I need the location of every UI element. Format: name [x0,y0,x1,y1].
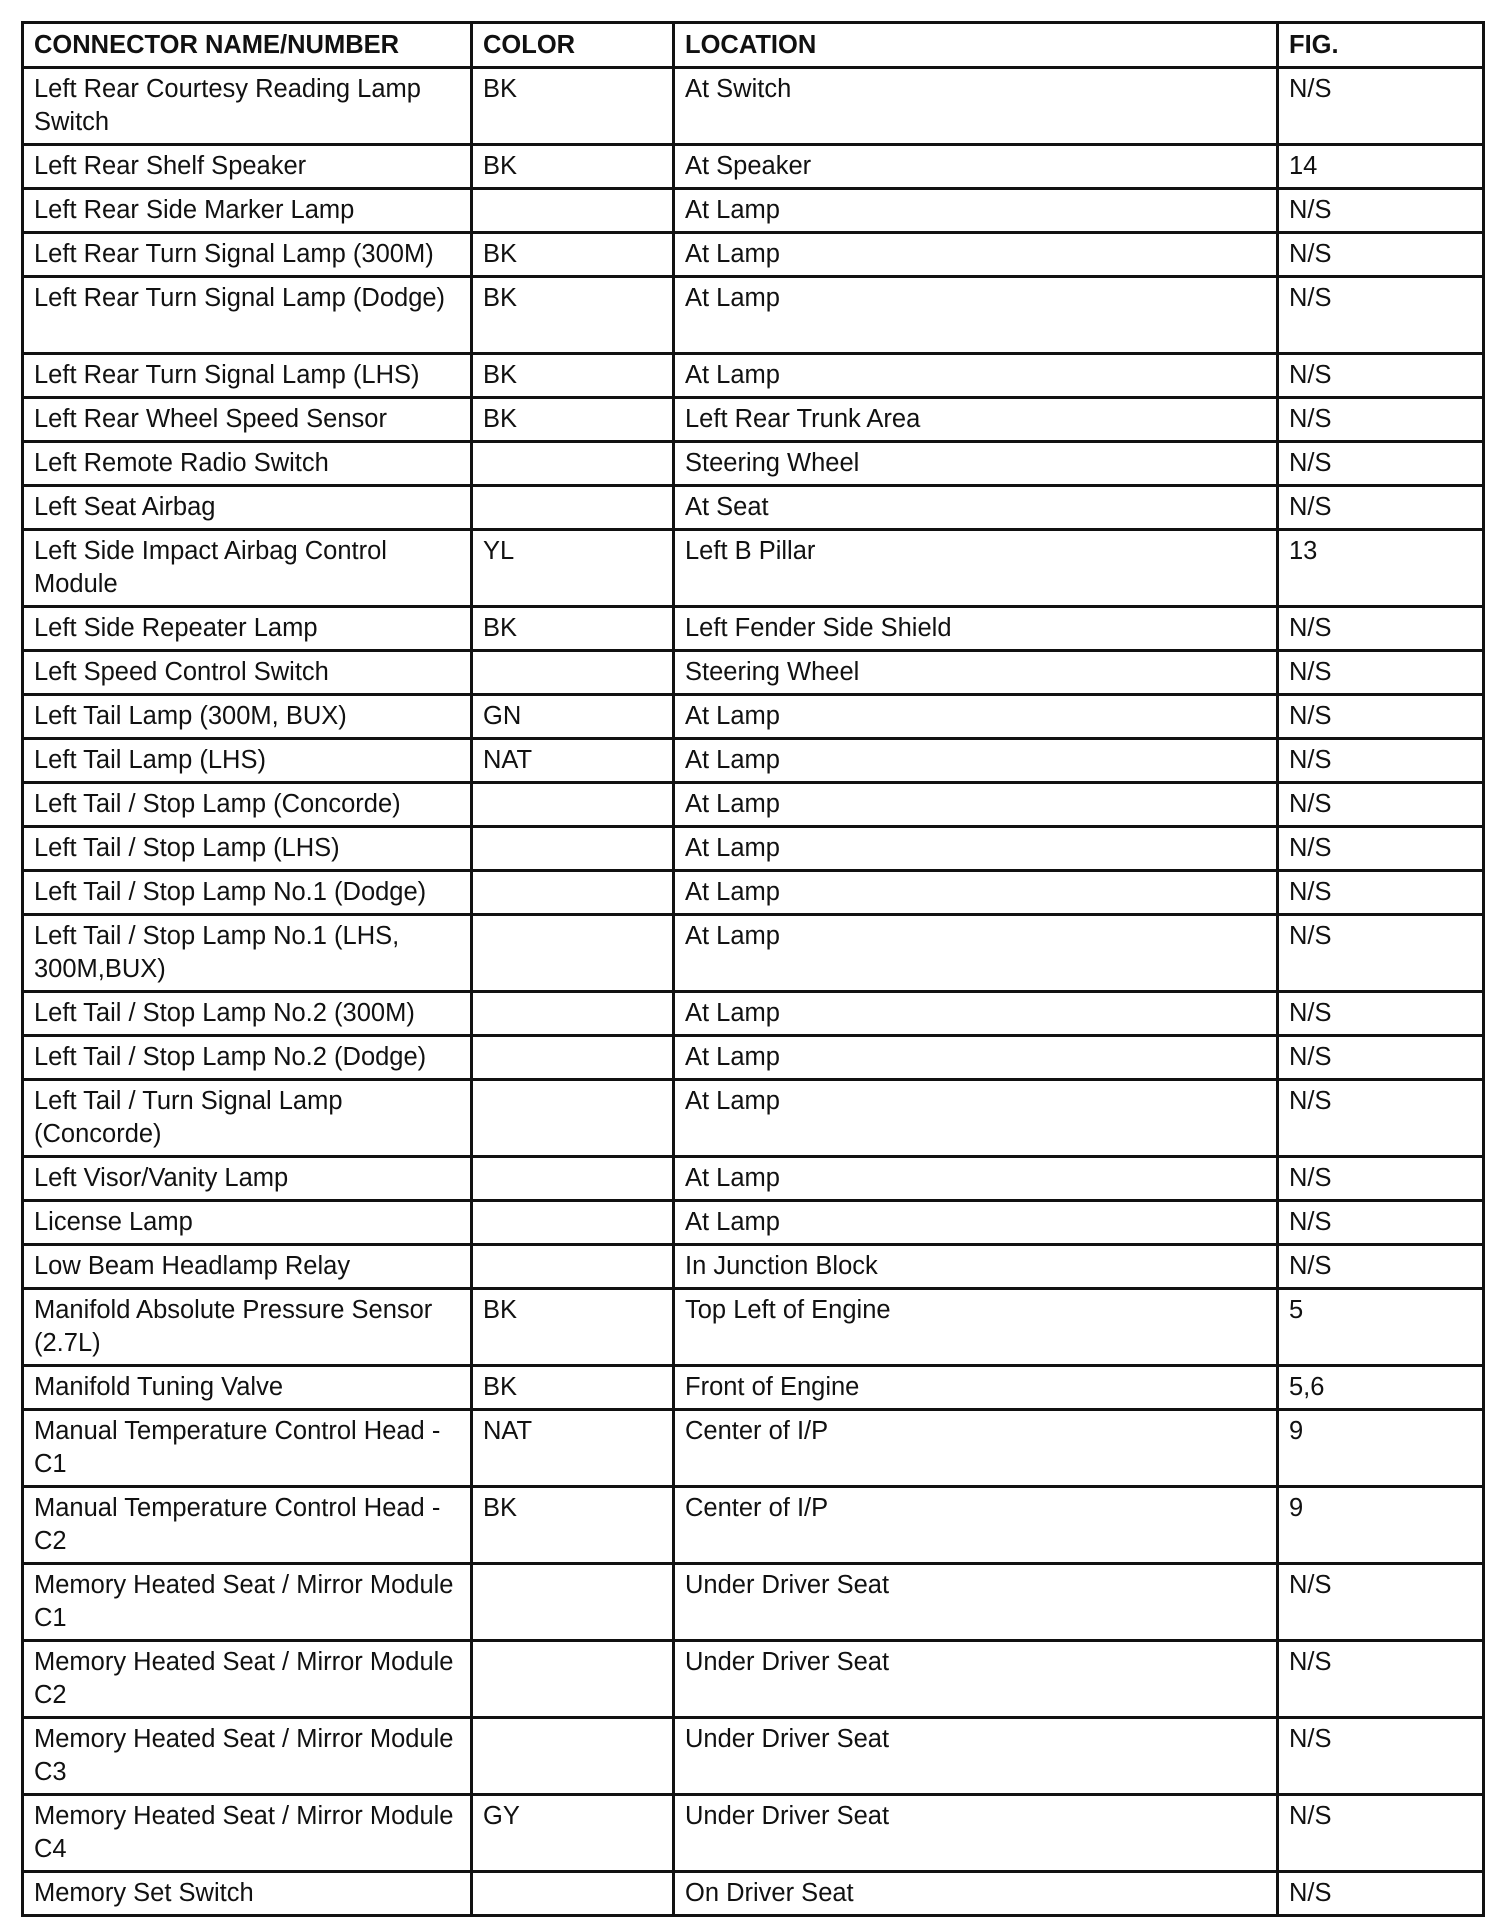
cell-fig: N/S [1278,1641,1484,1718]
cell-connector-name: Manifold Tuning Valve [23,1366,472,1410]
cell-connector-name: Left Tail Lamp (LHS) [23,739,472,783]
cell-connector-name: Left Tail / Stop Lamp No.1 (Dodge) [23,871,472,915]
cell-location: On Driver Seat [674,1872,1278,1916]
cell-fig: N/S [1278,992,1484,1036]
table-row [23,1036,1484,1080]
header-connector-name: CONNECTOR NAME/NUMBER [23,23,472,68]
cell-location: At Lamp [674,1157,1278,1201]
cell-location: At Lamp [674,695,1278,739]
cell-location: At Lamp [674,827,1278,871]
table-row [23,1366,1484,1410]
table-row [23,398,1484,442]
cell-fig: N/S [1278,68,1484,145]
cell-location: At Lamp [674,354,1278,398]
cell-connector-name: Left Side Impact Airbag Control Module [23,530,472,607]
cell-fig: N/S [1278,189,1484,233]
cell-location: Under Driver Seat [674,1795,1278,1872]
cell-connector-name: Left Tail / Stop Lamp (Concorde) [23,783,472,827]
cell-location: Left Fender Side Shield [674,607,1278,651]
table-row [23,68,1484,145]
cell-location: In Junction Block [674,1245,1278,1289]
cell-color [472,442,674,486]
cell-color: YL [472,530,674,607]
cell-location: At Lamp [674,1036,1278,1080]
table-row [23,871,1484,915]
table-row [23,783,1484,827]
cell-location: At Lamp [674,233,1278,277]
cell-location: At Lamp [674,992,1278,1036]
cell-fig: N/S [1278,783,1484,827]
cell-fig: N/S [1278,607,1484,651]
table-row [23,1201,1484,1245]
cell-fig: N/S [1278,398,1484,442]
cell-fig: N/S [1278,1564,1484,1641]
table-row [23,1718,1484,1795]
cell-connector-name: License Lamp [23,1201,472,1245]
cell-fig: N/S [1278,695,1484,739]
cell-location: Under Driver Seat [674,1564,1278,1641]
cell-connector-name: Left Rear Side Marker Lamp [23,189,472,233]
cell-connector-name: Manual Temperature Control Head - C2 [23,1487,472,1564]
cell-connector-name: Left Rear Wheel Speed Sensor [23,398,472,442]
cell-location: At Lamp [674,1080,1278,1157]
table-row [23,442,1484,486]
cell-connector-name: Left Remote Radio Switch [23,442,472,486]
cell-fig: N/S [1278,1157,1484,1201]
cell-color: NAT [472,739,674,783]
cell-connector-name: Left Tail / Turn Signal Lamp (Concorde) [23,1080,472,1157]
cell-location: At Lamp [674,189,1278,233]
cell-location: At Lamp [674,871,1278,915]
header-row [23,23,1484,68]
table-row [23,1795,1484,1872]
cell-color [472,1036,674,1080]
cell-location: Top Left of Engine [674,1289,1278,1366]
cell-fig: N/S [1278,1080,1484,1157]
cell-fig: N/S [1278,827,1484,871]
table-row [23,651,1484,695]
cell-connector-name: Left Rear Turn Signal Lamp (300M) [23,233,472,277]
cell-color [472,915,674,992]
cell-connector-name: Memory Heated Seat / Mirror Module C2 [23,1641,472,1718]
cell-fig: 5 [1278,1289,1484,1366]
cell-fig: 13 [1278,530,1484,607]
cell-fig: N/S [1278,354,1484,398]
table-row [23,1564,1484,1641]
cell-color: BK [472,398,674,442]
cell-fig: 5,6 [1278,1366,1484,1410]
cell-color: GN [472,695,674,739]
cell-fig: N/S [1278,442,1484,486]
table-row [23,1487,1484,1564]
cell-fig: N/S [1278,486,1484,530]
cell-connector-name: Left Tail / Stop Lamp No.2 (300M) [23,992,472,1036]
cell-fig: N/S [1278,1201,1484,1245]
cell-location: At Switch [674,68,1278,145]
cell-location: At Lamp [674,277,1278,354]
cell-location: At Seat [674,486,1278,530]
cell-color [472,1641,674,1718]
table-row [23,189,1484,233]
cell-color [472,1872,674,1916]
cell-connector-name: Left Visor/Vanity Lamp [23,1157,472,1201]
cell-location: Steering Wheel [674,651,1278,695]
cell-color: BK [472,233,674,277]
cell-color [472,1245,674,1289]
cell-location: At Lamp [674,739,1278,783]
table-body [23,68,1484,1916]
cell-connector-name: Memory Set Switch [23,1872,472,1916]
cell-color: GY [472,1795,674,1872]
table-row [23,530,1484,607]
cell-color [472,1157,674,1201]
cell-color [472,486,674,530]
cell-location: At Lamp [674,783,1278,827]
cell-location: Left Rear Trunk Area [674,398,1278,442]
cell-connector-name: Manual Temperature Control Head - C1 [23,1410,472,1487]
cell-location: Front of Engine [674,1366,1278,1410]
cell-color [472,783,674,827]
cell-fig: 9 [1278,1487,1484,1564]
cell-connector-name: Low Beam Headlamp Relay [23,1245,472,1289]
cell-connector-name: Memory Heated Seat / Mirror Module C1 [23,1564,472,1641]
cell-color: BK [472,1289,674,1366]
cell-location: Under Driver Seat [674,1718,1278,1795]
table-row [23,1080,1484,1157]
cell-connector-name: Left Rear Courtesy Reading Lamp Switch [23,68,472,145]
table-row [23,1157,1484,1201]
cell-connector-name: Memory Heated Seat / Mirror Module C4 [23,1795,472,1872]
cell-color [472,651,674,695]
table-row [23,1872,1484,1916]
table-row [23,1289,1484,1366]
cell-connector-name: Left Speed Control Switch [23,651,472,695]
cell-connector-name: Memory Heated Seat / Mirror Module C3 [23,1718,472,1795]
table-row [23,1641,1484,1718]
cell-location: At Lamp [674,915,1278,992]
cell-location: At Lamp [674,1201,1278,1245]
cell-color [472,189,674,233]
table-row [23,695,1484,739]
cell-connector-name: Left Rear Shelf Speaker [23,145,472,189]
cell-connector-name: Left Rear Turn Signal Lamp (Dodge) [23,277,472,354]
connector-table [21,21,1485,1917]
cell-color [472,1718,674,1795]
table-row [23,992,1484,1036]
cell-connector-name: Manifold Absolute Pressure Sensor (2.7L) [23,1289,472,1366]
cell-connector-name: Left Tail / Stop Lamp (LHS) [23,827,472,871]
cell-fig: N/S [1278,651,1484,695]
cell-connector-name: Left Tail Lamp (300M, BUX) [23,695,472,739]
table-row [23,486,1484,530]
cell-color: BK [472,1487,674,1564]
cell-fig: N/S [1278,739,1484,783]
cell-location: Left B Pillar [674,530,1278,607]
cell-color: BK [472,1366,674,1410]
cell-fig: N/S [1278,277,1484,354]
cell-color: BK [472,354,674,398]
cell-location: Under Driver Seat [674,1641,1278,1718]
cell-color: NAT [472,1410,674,1487]
cell-location: Steering Wheel [674,442,1278,486]
cell-fig: N/S [1278,1872,1484,1916]
cell-color [472,992,674,1036]
cell-color [472,871,674,915]
cell-location: Center of I/P [674,1487,1278,1564]
cell-fig: N/S [1278,233,1484,277]
table-row [23,827,1484,871]
table-row [23,145,1484,189]
cell-connector-name: Left Tail / Stop Lamp No.1 (LHS, 300M,BUX) [23,915,472,992]
cell-color: BK [472,607,674,651]
cell-fig: N/S [1278,871,1484,915]
cell-color: BK [472,68,674,145]
cell-location: Center of I/P [674,1410,1278,1487]
cell-fig: N/S [1278,1036,1484,1080]
cell-color [472,827,674,871]
cell-location: At Speaker [674,145,1278,189]
cell-fig: N/S [1278,915,1484,992]
cell-fig: 9 [1278,1410,1484,1487]
cell-color [472,1080,674,1157]
cell-connector-name: Left Seat Airbag [23,486,472,530]
table-row [23,233,1484,277]
cell-connector-name: Left Tail / Stop Lamp No.2 (Dodge) [23,1036,472,1080]
table-row [23,1245,1484,1289]
cell-color [472,1201,674,1245]
cell-color: BK [472,145,674,189]
table-row [23,607,1484,651]
table-row [23,354,1484,398]
cell-fig: 14 [1278,145,1484,189]
header-color: COLOR [472,23,674,68]
cell-fig: N/S [1278,1245,1484,1289]
header-location: LOCATION [674,23,1278,68]
table-row [23,1410,1484,1487]
header-fig: FIG. [1278,23,1484,68]
table-row [23,277,1484,354]
table-row [23,739,1484,783]
table-row [23,915,1484,992]
cell-color [472,1564,674,1641]
cell-fig: N/S [1278,1718,1484,1795]
cell-connector-name: Left Side Repeater Lamp [23,607,472,651]
cell-color: BK [472,277,674,354]
cell-fig: N/S [1278,1795,1484,1872]
cell-connector-name: Left Rear Turn Signal Lamp (LHS) [23,354,472,398]
